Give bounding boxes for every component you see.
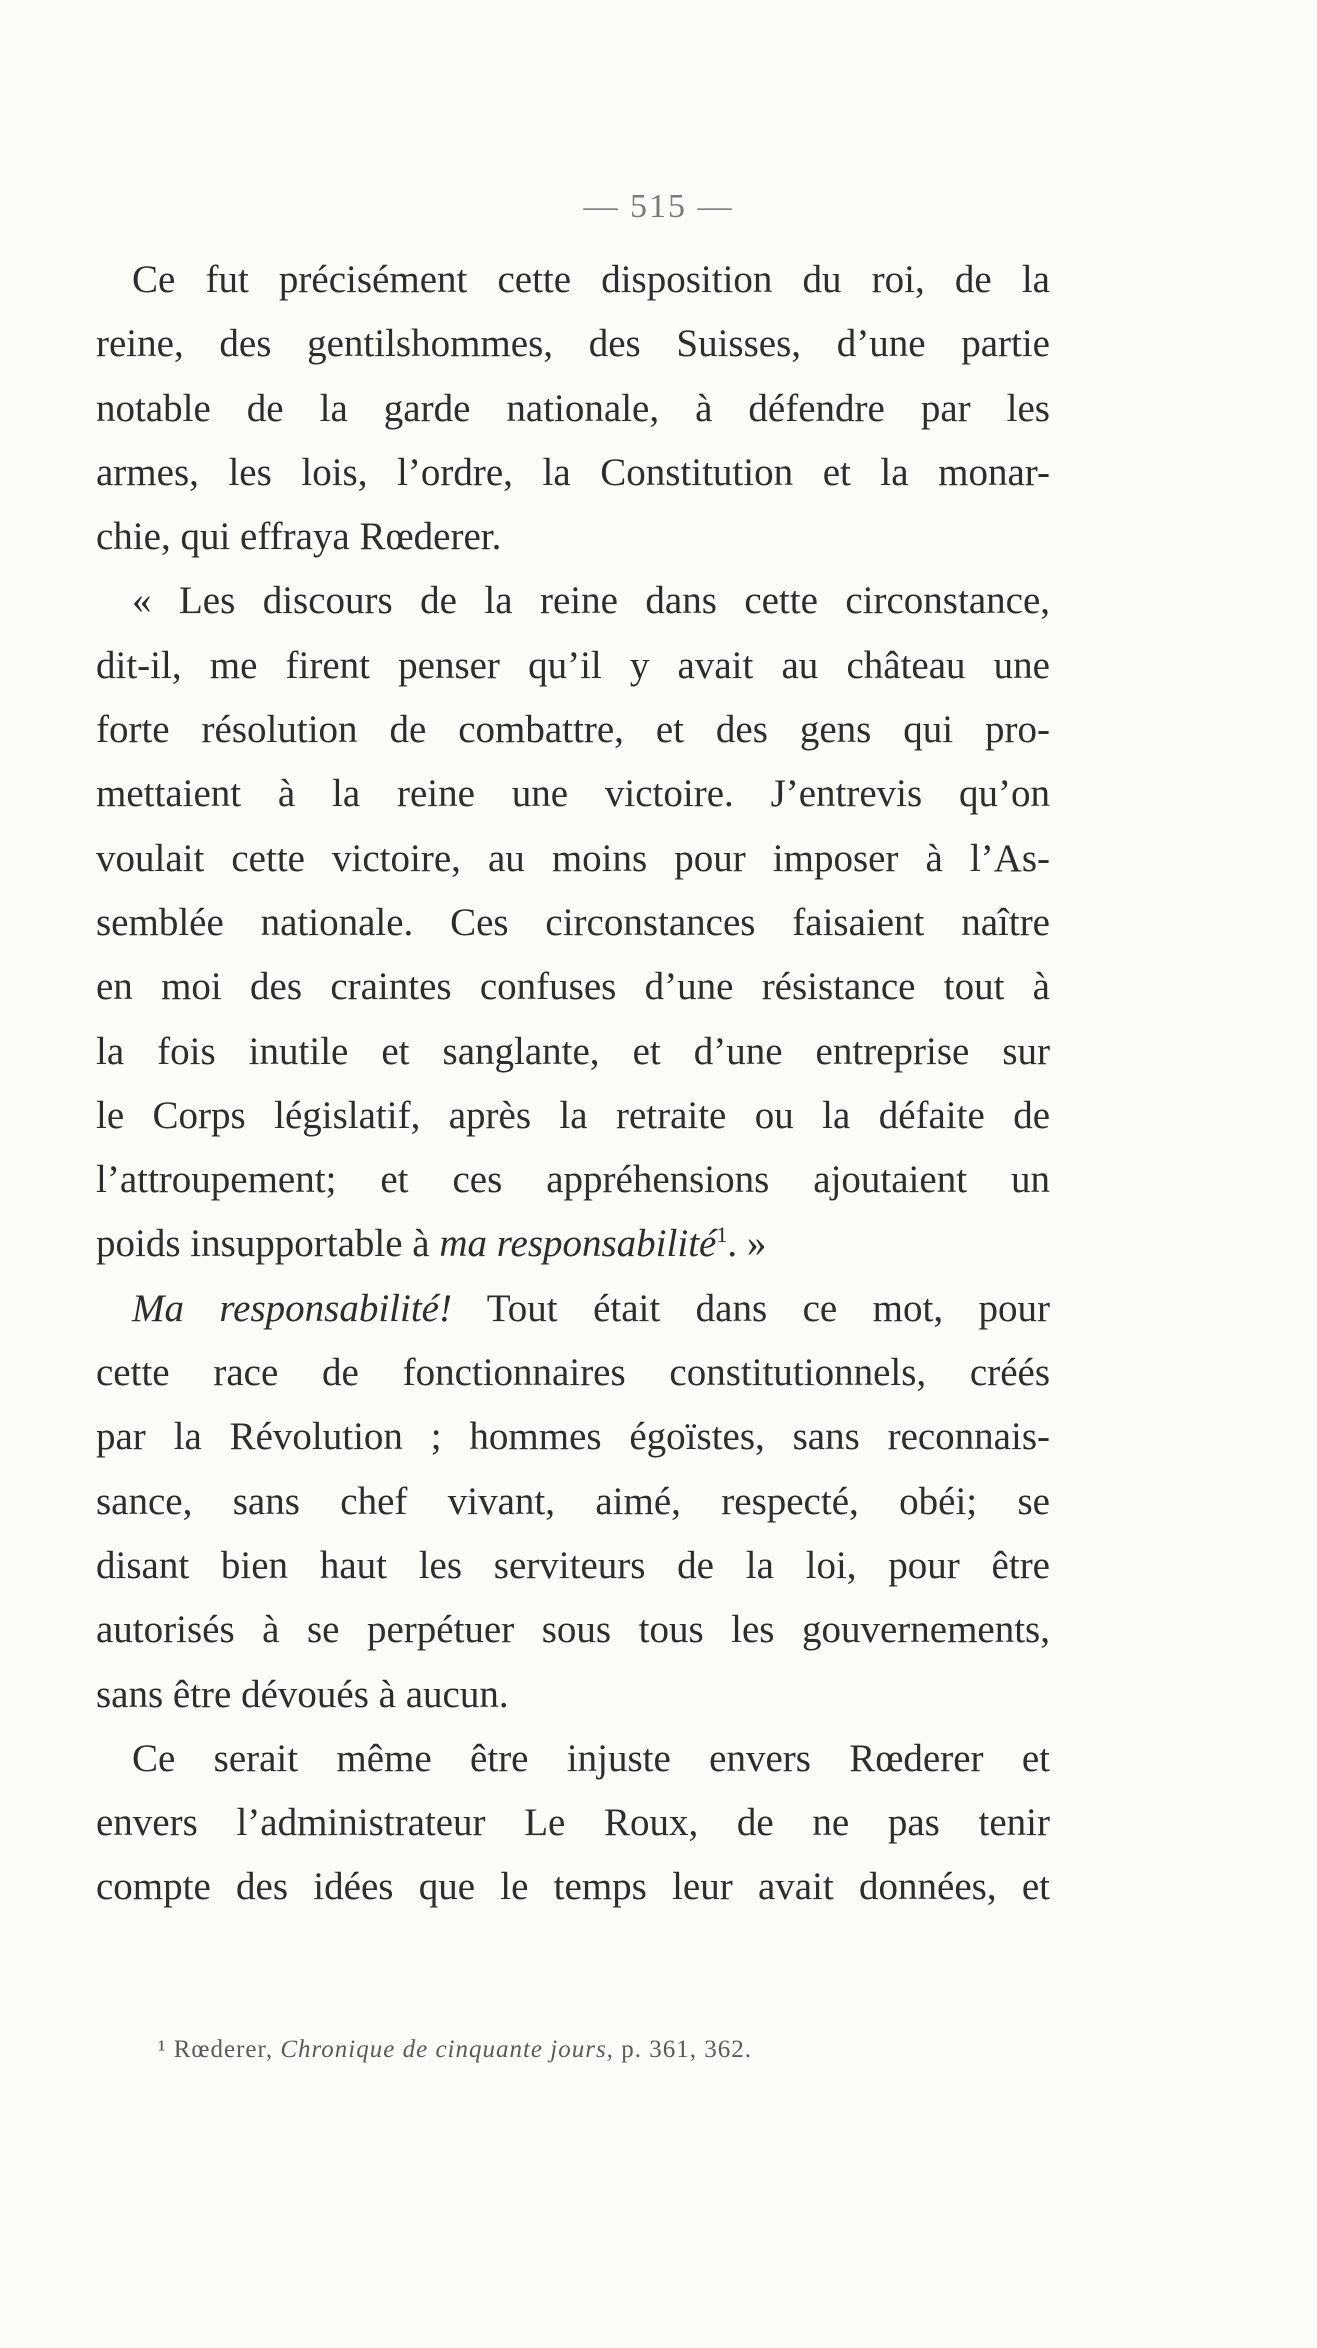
text-line: notable de la garde nationale, à défendre par les [96, 386, 1050, 430]
text-line: sance, sans chef vivant, aimé, respecté, obéi; se [96, 1479, 1050, 1523]
text-line: sans être dévoués à aucun. [96, 1672, 509, 1716]
italic-phrase: ma responsabilité [439, 1222, 717, 1266]
text-line: mettaient à la reine une victoire. J’entrevis qu’on [96, 772, 1050, 816]
text-line: forte résolution de combattre, et des gens qui pro- [96, 708, 1050, 752]
page-number: — 515 — [583, 188, 734, 225]
footnote-reference-marker: 1 [716, 1222, 728, 1248]
text-line: par la Révolution ; hommes égoïstes, sans reconnais- [96, 1415, 1050, 1459]
footnote-author: Rœderer, [173, 2036, 274, 2063]
text-line: chie, qui effraya Rœderer. [96, 515, 502, 559]
body-text [96, 248, 1050, 1920]
text-segment: Tout était dans ce mot, pour [451, 1286, 1050, 1330]
text-line [96, 1277, 1050, 1341]
text-line: dit-il, me firent penser qu’il y avait au château une [96, 643, 1050, 687]
text-line: envers l’administrateur Le Roux, de ne pas tenir [96, 1801, 1050, 1845]
text-line [96, 1212, 1050, 1276]
text-line: semblée nationale. Ces circonstances faisaient naître [96, 900, 1050, 944]
italic-phrase: Ma responsabilité! [132, 1286, 452, 1330]
text-line: en moi des craintes confuses d’une résistance tout à [96, 965, 1050, 1009]
text-line: voulait cette victoire, au moins pour imposer à l’As- [96, 836, 1050, 880]
text-line: reine, des gentilshommes, des Suisses, d’une partie [96, 322, 1050, 366]
text-line: disant bien haut les serviteurs de la loi, pour être [96, 1543, 1050, 1587]
footnote-title: Chronique de cinquante jours, [280, 2036, 614, 2063]
text-line: Ce fut précisément cette disposition du roi, de la [132, 258, 1050, 301]
footnote [158, 2036, 752, 2064]
text-line: Ce serait même être injuste envers Rœderer et [132, 1736, 1050, 1780]
text-line: autorisés à se perpétuer sous tous les gouvernements, [96, 1608, 1050, 1652]
text-line: compte des idées que le temps leur avait données, et [96, 1865, 1050, 1909]
text-line: l’attroupement; et ces appréhensions ajoutaient un [96, 1158, 1050, 1202]
text-line: le Corps législatif, après la retraite ou la défaite de [96, 1093, 1050, 1137]
footnote-reference: p. 361, 362. [621, 2036, 752, 2063]
text-line: cette race de fonctionnaires constitutionnels, créés [96, 1351, 1050, 1395]
text-line: la fois inutile et sanglante, et d’une entreprise sur [96, 1029, 1050, 1073]
text-segment: poids insupportable à [96, 1222, 440, 1266]
text-line: armes, les lois, l’ordre, la Constitution et la monar- [96, 450, 1050, 494]
text-line: « Les discours de la reine dans cette circonstance, [132, 579, 1050, 623]
footnote-marker: ¹ [158, 2036, 167, 2063]
text-segment: . » [727, 1222, 767, 1266]
